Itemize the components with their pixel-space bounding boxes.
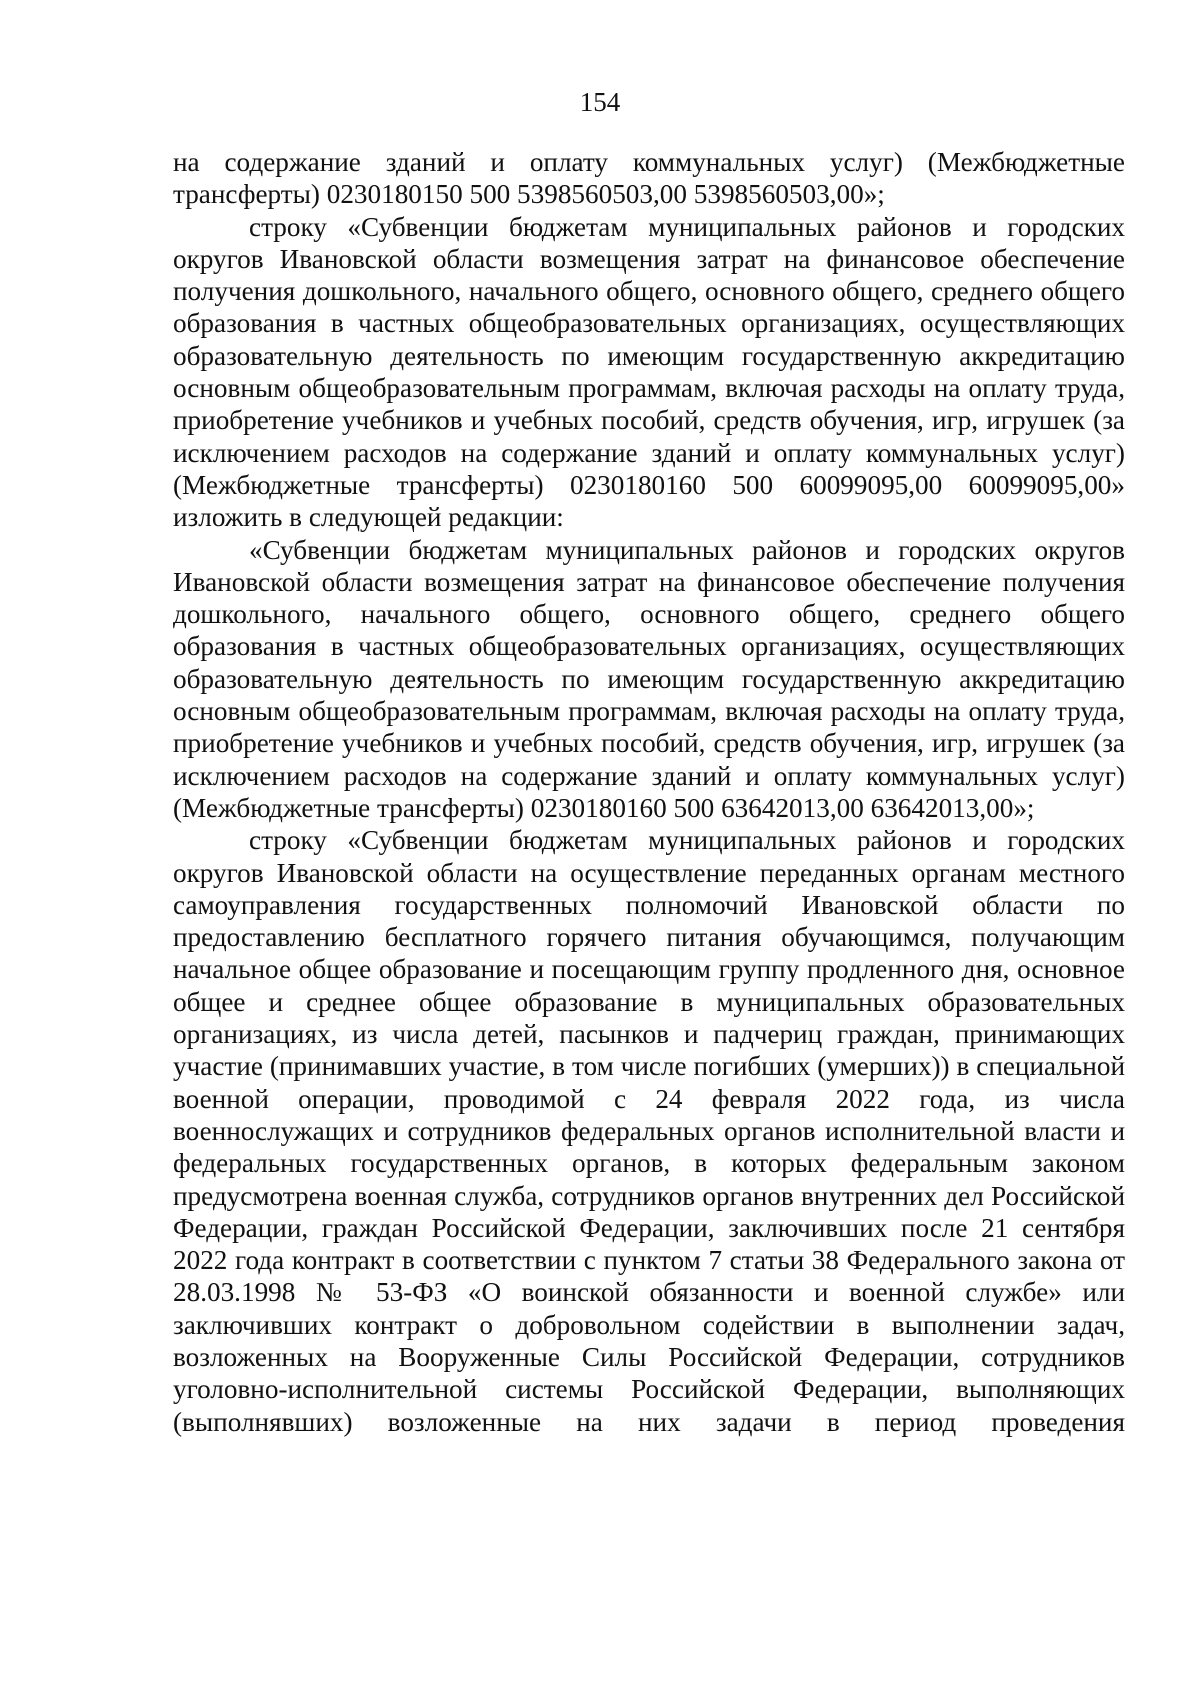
document-body	[173, 146, 1125, 1438]
paragraph-subvention-line-new: «Субвенции бюджетам муниципальных районов и городских округов Ивановской области возмещения затрат на финансовое обеспечение получения дошкольного, начального общего, основного общего, среднего общего образования в частных общеобразовательных организациях, осуществляющих образовательную деятельность по имеющим государственную аккредитацию основным общеобразовательным программам, включая расходы на оплату труда, приобретение учебников и учебных пособий, средств обучения, игр, игрушек (за исключением расходов на содержание зданий и оплату коммунальных услуг) (Межбюджетные трансферты) 0230180160 500 63642013,00 63642013,00»;	[173, 534, 1125, 823]
paragraph-subvention-line-current: строку «Субвенции бюджетам муниципальных районов и городских округов Ивановской области возмещения затрат на финансовое обеспечение получения дошкольного, начального общего, основного общего, среднего общего образования в частных общеобразовательных организациях, осуществляющих образовательную деятельность по имеющим государственную аккредитацию основным общеобразовательным программам, включая расходы на оплату труда, приобретение учебников и учебных пособий, средств обучения, игр, игрушек (за исключением расходов на содержание зданий и оплату коммунальных услуг) (Межбюджетные трансферты) 0230180160 500 60099095,00 60099095,00» изложить в следующей редакции:	[173, 211, 1125, 533]
page-number: 154	[579, 87, 621, 117]
paragraph-transfer-continuation: на содержание зданий и оплату коммунальных услуг) (Межбюджетные трансферты) 0230180150 500 5398560503,00 5398560503,00»;	[173, 147, 1125, 210]
paragraph-meals-subvention-line: строку «Субвенции бюджетам муниципальных районов и городских округов Ивановской области на осуществление переданных органам местного самоуправления государственных полномочий Ивановской области по предоставлению бесплатного горячего питания обучающимся, получающим начальное общее образование и посещающим группу продленного дня, основное общее и среднее общее образование в муниципальных образовательных организациях, из числа детей, пасынков и падчериц граждан, принимающих участие (принимавших участие, в том числе погибших (умерших)) в специальной военной операции, проводимой с 24 февраля 2022 года, из числа военнослужащих и сотрудников федеральных органов исполнительной власти и федеральных государственных органов, в которых федеральным законом предусмотрена военная служба, сотрудников органов внутренних дел Российской Федерации, граждан Российской Федерации, заключивших после 21 сентября 2022 года контракт в соответствии с пунктом 7 статьи 38 Федерального закона от 28.03.1998 № 53-ФЗ «О воинской обязанности и военной службе» или заключивших контракт о добровольном содействии в выполнении задач, возложенных на Вооруженные Силы Российской Федерации, сотрудников уголовно-исполнительной системы Российской Федерации, выполняющих (выполнявших) возложенные на них задачи в период проведения	[173, 825, 1125, 1437]
